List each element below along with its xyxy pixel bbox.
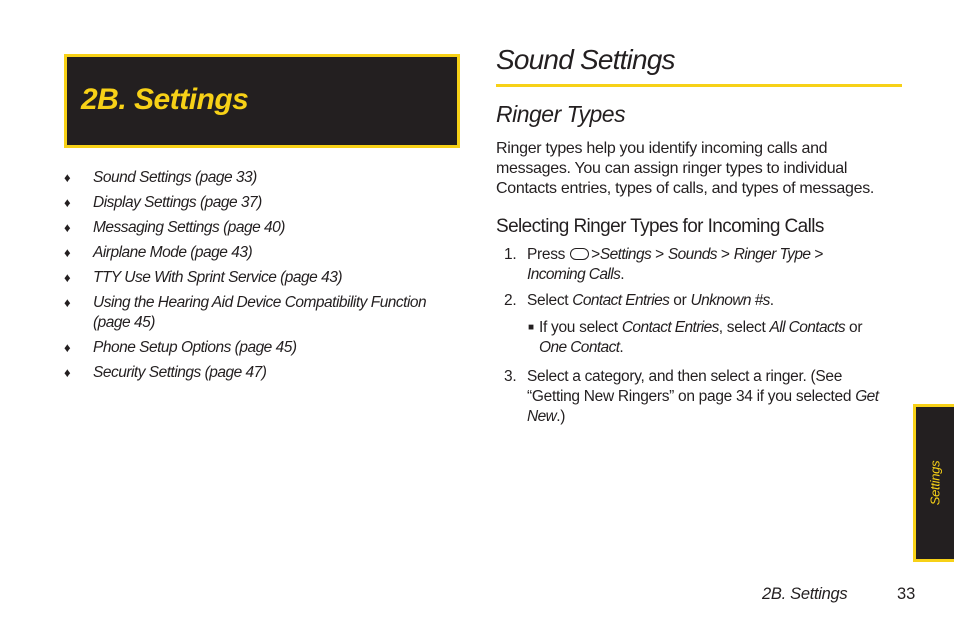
toc-item-airplane-mode[interactable]	[64, 243, 454, 263]
toc-item-sound-settings[interactable]	[64, 168, 454, 188]
chapter-title: 2B. Settings	[81, 83, 249, 116]
diamond-bullet-icon: ♦	[64, 365, 71, 380]
square-bullet-icon: ■	[528, 322, 534, 333]
toc-item-label: Security Settings (page 47)	[93, 364, 267, 381]
diamond-bullet-icon: ♦	[64, 170, 71, 185]
diamond-bullet-icon: ♦	[64, 340, 71, 355]
step-number: 3.	[504, 368, 517, 385]
subsection-title: Ringer Types	[496, 101, 626, 127]
diamond-bullet-icon: ♦	[64, 270, 71, 285]
sub-bullet-text: If you select Contact Entries, select All Contacts or One Contact.	[539, 319, 863, 356]
chapter-contents-list	[64, 168, 454, 388]
toc-item-messaging-settings[interactable]	[64, 218, 454, 238]
step-1	[504, 245, 884, 285]
toc-item-hearing-aid[interactable]	[64, 293, 454, 333]
menu-key-oval-icon	[570, 248, 589, 260]
toc-item-label: Airplane Mode (page 43)	[93, 244, 253, 261]
chapter-header-box	[64, 54, 460, 148]
toc-item-label: TTY Use With Sprint Service (page 43)	[93, 269, 342, 286]
toc-item-label: Phone Setup Options (page 45)	[93, 339, 297, 356]
diamond-bullet-icon: ♦	[64, 295, 71, 310]
toc-item-phone-setup[interactable]	[64, 338, 454, 358]
toc-item-label: Messaging Settings (page 40)	[93, 219, 285, 236]
side-tab-label: Settings	[927, 460, 943, 506]
toc-item-label: Display Settings (page 37)	[93, 194, 262, 211]
section-title: Sound Settings	[496, 44, 675, 75]
step-number: 1.	[504, 246, 517, 263]
diamond-bullet-icon: ♦	[64, 245, 71, 260]
toc-item-tty-use[interactable]	[64, 268, 454, 288]
toc-item-display-settings[interactable]	[64, 193, 454, 213]
procedure-heading: Selecting Ringer Types for Incoming Calls	[496, 216, 824, 237]
toc-item-security-settings[interactable]	[64, 363, 454, 383]
section-divider	[496, 84, 902, 87]
intro-paragraph: Ringer types help you identify incoming calls and messages. You can assign ringer types to individual Contacts entries, types of calls, and types of messages.	[496, 140, 875, 197]
step-text: Select a category, and then select a ringer. (See “Getting New Ringers” on page 34 if you selected Get New.)	[527, 368, 879, 425]
toc-item-label: Sound Settings (page 33)	[93, 169, 257, 186]
diamond-bullet-icon: ♦	[64, 220, 71, 235]
step-2	[504, 291, 884, 311]
step-2-sub-bullet	[528, 318, 888, 358]
step-number: 2.	[504, 292, 517, 309]
diamond-bullet-icon: ♦	[64, 195, 71, 210]
step-text: Select Contact Entries or Unknown #s.	[527, 292, 774, 309]
section-side-tab	[913, 404, 954, 562]
toc-item-label: Using the Hearing Aid Device Compatibility Function (page 45)	[93, 294, 427, 331]
footer-chapter-name: 2B. Settings	[762, 585, 848, 603]
step-text: Press >Settings > Sounds > Ringer Type > Incoming Calls.	[527, 246, 824, 283]
footer-page-number: 33	[897, 585, 916, 603]
step-3	[504, 367, 884, 427]
